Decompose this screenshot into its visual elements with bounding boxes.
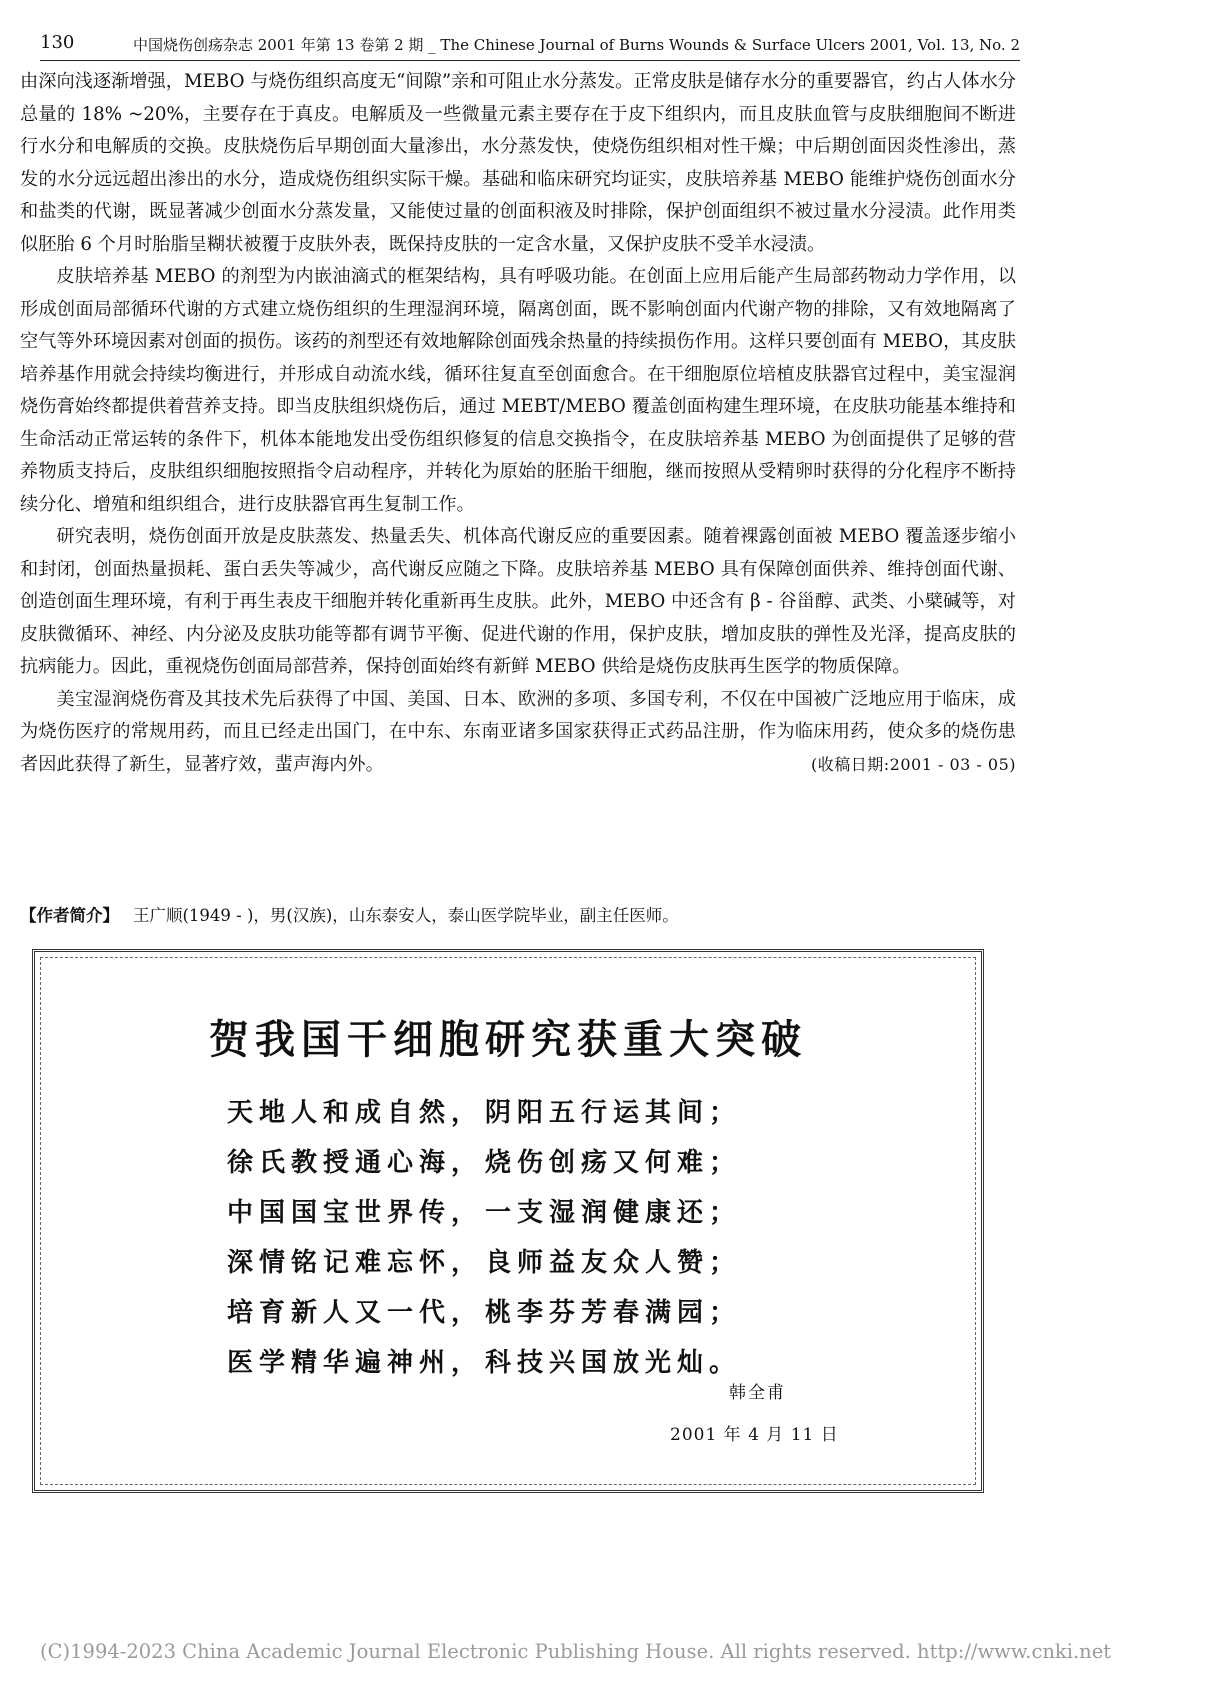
paragraph-text: 美宝湿润烧伤膏及其技术先后获得了中国、美国、日本、欧洲的多项、多国专利，不仅在中国被广泛地应用于临床，成为烧伤医疗的常规用药，而且已经走出国门，在中东、东南亚诸多国家获得正式药品注册，作为临床用药，使众多的烧伤患者因此获得了新生，显著疗效，蜚声海内外。 — [20, 688, 1016, 775]
paragraph: 皮肤培养基 MEBO 的剂型为内嵌油滴式的框架结构，具有呼吸功能。在创面上应用后能产生局部药物动力学作用，以形成创面局部循环代谢的方式建立烧伤组织的生理湿润环境，隔离创面，既不影响创面内代谢产物的排除，又有效地隔离了空气等外环境因素对创面的损伤。该药的剂型还有效地解除创面残余热量的持续损伤作用。这样只要创面有 MEBO，其皮肤培养基作用就会持续均衡进行，并形成自动流水线，循环往复直至创面愈合。在干细胞原位培植皮肤器官过程中，美宝湿润烧伤膏始终都提供着营养支持。即当皮肤组织烧伤后，通过 MEBT/MEBO 覆盖创面构建生理环境，在皮肤功能基本维持和生命活动正常运转的条件下，机体本能地发出受伤组织修复的信息交换指令，在皮肤培养基 MEBO 为创面提供了足够的营养物质支持后，皮肤组织细胞按照指令启动程序，并转化为原始的胚胎干细胞，继而按照从受精卵时获得的分化程序不断持续分化、增殖和组织组合，进行皮肤器官再生复制工作。 — [20, 266, 1016, 515]
copyright-footer: (C)1994-2023 China Academic Journal Electronic Publishing House. All rights reserved. http://www.cnki.net — [40, 1640, 1112, 1663]
poem-line — [227, 1092, 827, 1142]
poem-line-first-half: 天地人和成自然， — [227, 1098, 484, 1128]
poem-line — [227, 1192, 827, 1242]
author-bio-text: 王广顺(1949 - )，男(汉族)，山东泰安人，泰山医学院毕业，副主任医师。 — [133, 906, 679, 925]
poem-line-second-half: 烧伤创疡又何难； — [485, 1148, 742, 1178]
paragraph-last — [20, 684, 1016, 782]
author-bio — [20, 902, 1016, 926]
poem-line-first-half: 徐氏教授通心海， — [227, 1148, 484, 1178]
poem-lines — [227, 1092, 827, 1392]
page-header — [40, 30, 1020, 61]
poem-line — [227, 1242, 827, 1292]
poem-date: 2001 年 4 月 11 日 — [670, 1425, 839, 1445]
poem-line-first-half: 中国国宝世界传， — [227, 1198, 484, 1228]
poem-line-second-half: 一支湿润健康还； — [485, 1198, 742, 1228]
poem-line-second-half: 科技兴国放光灿。 — [485, 1348, 742, 1378]
poem-box — [32, 949, 984, 1493]
page-number: 130 — [40, 32, 75, 53]
poem-line-first-half: 培育新人又一代， — [227, 1298, 484, 1328]
journal-running-title: 中国烧伤创疡杂志 2001 年第 13 卷第 2 期 _ The Chinese Journal of Burns Wounds & Surface Ulcers 2001, Vol. 13, No. 2 — [132, 36, 1020, 54]
poem-title: 贺我国干细胞研究获重大突破 — [209, 1016, 807, 1063]
paragraph: 研究表明，烧伤创面开放是皮肤蒸发、热量丢失、机体高代谢反应的重要因素。随着裸露创面被 MEBO 覆盖逐步缩小和封闭，创面热量损耗、蛋白丢失等减少，高代谢反应随之下降。皮肤培养基 MEBO 具有保障创面供养、维持创面代谢、创造创面生理环境，有利于再生表皮干细胞并转化重新再生皮肤。此外，MEBO 中还含有 β - 谷甾醇、武类、小檗碱等，对皮肤微循环、神经、内分泌及皮肤功能等都有调节平衡、促进代谢的作用，保护皮肤，增加皮肤的弹性及光泽，提高皮肤的抗病能力。因此，重视烧伤创面局部营养，保持创面始终有新鲜 MEBO 供给是烧伤皮肤再生医学的物质保障。 — [20, 526, 1016, 677]
poem-line-second-half: 阴阳五行运其间； — [485, 1098, 742, 1128]
author-bio-label: 【作者简介】 — [20, 906, 119, 925]
poem-line-first-half: 医学精华遍神州， — [227, 1348, 484, 1378]
article-body — [20, 66, 1016, 781]
poem-line — [227, 1292, 827, 1342]
poem-line — [227, 1142, 827, 1192]
received-date: (收稿日期:2001 - 03 - 05) — [811, 754, 1016, 774]
poem-line-second-half: 良师益友众人赞； — [485, 1248, 742, 1278]
poem-line-second-half: 桃李芬芳春满园； — [485, 1298, 742, 1328]
poem-line-first-half: 深情铭记难忘怀， — [227, 1248, 484, 1278]
poem-author: 韩全甫 — [729, 1383, 786, 1403]
paragraph: 由深向浅逐渐增强，MEBO 与烧伤组织高度无“间隙”亲和可阻止水分蒸发。正常皮肤是储存水分的重要器官，约占人体水分总量的 18% ~20%，主要存在于真皮。电解质及一些微量元素主要存在于皮下组织内，而且皮肤血管与皮肤细胞间不断进行水分和电解质的交换。皮肤烧伤后早期创面大量渗出，水分蒸发快，使烧伤组织相对性干燥；中后期创面因炎性渗出，蒸发的水分远远超出渗出的水分，造成烧伤组织实际干燥。基础和临床研究均证实，皮肤培养基 MEBO 能维护烧伤创面水分和盐类的代谢，既显著减少创面水分蒸发量，又能使过量的创面积液及时排除，保护创面组织不被过量水分浸渍。此作用类似胚胎 6 个月时胎脂呈糊状被覆于皮肤外表，既保持皮肤的一定含水量，又保护皮肤不受羊水浸渍。 — [20, 71, 1016, 255]
